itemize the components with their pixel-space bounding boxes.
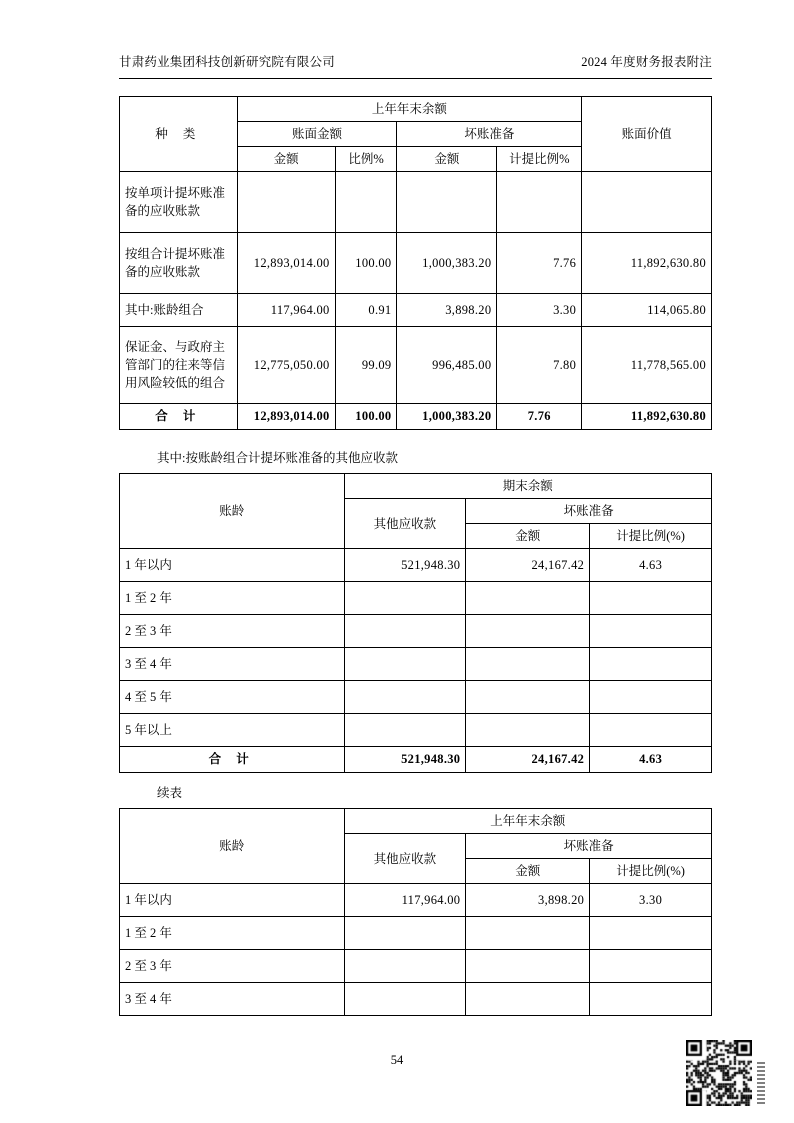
table-row [120, 615, 712, 648]
row-book-amount: 12,893,014.00 [237, 233, 335, 294]
th-book-value: 账面价值 [582, 97, 712, 172]
receivables-prior-year-table-wrapper [119, 96, 712, 430]
row-label: 1 年以内 [120, 549, 345, 582]
total-label: 合 计 [120, 404, 238, 429]
table-row [120, 917, 712, 950]
th-aging: 账龄 [120, 474, 345, 549]
page-number: 54 [390, 1053, 404, 1067]
row-label: 4 至 5 年 [120, 681, 345, 714]
total-bad-amount: 24,167.42 [466, 747, 590, 772]
row-bad-ratio: 3.30 [590, 884, 712, 917]
qr-code-icon [686, 1040, 752, 1106]
row-bad-amount [466, 681, 590, 714]
th-group-current-period: 期末余额 [344, 474, 712, 499]
table-total-row [120, 404, 712, 429]
table-header-row [120, 474, 712, 499]
row-bad-ratio [590, 582, 712, 615]
row-bad-ratio [590, 681, 712, 714]
table-row [120, 582, 712, 615]
aging-prior-year-table-wrapper [119, 808, 712, 1016]
total-bad-amount: 1,000,383.20 [397, 404, 497, 429]
row-bad-ratio: 3.30 [497, 294, 582, 327]
table-row [120, 327, 712, 404]
total-other-receivable: 521,948.30 [344, 747, 466, 772]
total-book-ratio: 100.00 [335, 404, 397, 429]
th-bad-debt-amount: 金额 [466, 524, 590, 549]
th-bad-debt: 坏账准备 [466, 834, 712, 859]
row-bad-ratio: 7.80 [497, 327, 582, 404]
row-bad-amount [397, 172, 497, 233]
row-book-amount [237, 172, 335, 233]
table-row [120, 294, 712, 327]
receivables-prior-year-table [119, 96, 712, 430]
row-book-ratio: 99.09 [335, 327, 397, 404]
th-category: 种 类 [120, 97, 238, 172]
table-row [120, 950, 712, 983]
row-bad-amount [466, 582, 590, 615]
row-bad-amount [466, 615, 590, 648]
aging-prior-year-table [119, 808, 712, 1016]
row-bad-ratio: 7.76 [497, 233, 582, 294]
row-bad-ratio [590, 950, 712, 983]
row-label: 保证金、与政府主管部门的往来等信用风险较低的组合 [120, 327, 238, 404]
aging-combination-note: 其中:按账龄组合计提坏账准备的其他应收款 [157, 451, 398, 465]
table-row [120, 648, 712, 681]
header-document-title: 2024 年度财务报表附注 [581, 55, 712, 69]
row-other-receivable [344, 615, 466, 648]
row-book-value [582, 172, 712, 233]
row-bad-ratio [590, 615, 712, 648]
table-row [120, 681, 712, 714]
th-aging: 账龄 [120, 809, 345, 884]
table-row [120, 233, 712, 294]
row-bad-ratio [590, 714, 712, 747]
row-label: 2 至 3 年 [120, 615, 345, 648]
row-bad-amount [466, 917, 590, 950]
row-book-amount: 117,964.00 [237, 294, 335, 327]
th-book-amount-ratio: 比例% [335, 147, 397, 172]
total-bad-ratio: 7.76 [497, 404, 582, 429]
row-book-ratio: 100.00 [335, 233, 397, 294]
th-other-receivable: 其他应收款 [344, 499, 466, 549]
th-bad-debt: 坏账准备 [397, 122, 582, 147]
row-book-value: 11,778,565.00 [582, 327, 712, 404]
row-label: 3 至 4 年 [120, 648, 345, 681]
table-header-row [120, 97, 712, 122]
row-bad-amount: 1,000,383.20 [397, 233, 497, 294]
row-bad-amount: 3,898.20 [466, 884, 590, 917]
row-other-receivable [344, 950, 466, 983]
row-other-receivable [344, 917, 466, 950]
table-header-row [120, 809, 712, 834]
total-bad-ratio: 4.63 [590, 747, 712, 772]
table-row [120, 172, 712, 233]
row-other-receivable [344, 714, 466, 747]
row-book-value: 114,065.80 [582, 294, 712, 327]
table-row [120, 549, 712, 582]
total-label: 合 计 [120, 747, 345, 772]
th-bad-debt-ratio: 计提比例(%) [590, 859, 712, 884]
table-row [120, 983, 712, 1016]
th-group-prior-year: 上年年末余额 [237, 97, 582, 122]
th-group-prior-year: 上年年末余额 [344, 809, 712, 834]
row-book-ratio: 0.91 [335, 294, 397, 327]
table-row [120, 714, 712, 747]
row-bad-amount [466, 648, 590, 681]
th-bad-debt-amount: 金额 [466, 859, 590, 884]
table-row [120, 884, 712, 917]
row-bad-amount: 996,485.00 [397, 327, 497, 404]
th-book-amount: 账面金额 [237, 122, 397, 147]
row-book-value: 11,892,630.80 [582, 233, 712, 294]
row-other-receivable [344, 582, 466, 615]
row-other-receivable [344, 983, 466, 1016]
row-other-receivable [344, 648, 466, 681]
row-other-receivable: 521,948.30 [344, 549, 466, 582]
row-bad-amount [466, 950, 590, 983]
row-book-ratio [335, 172, 397, 233]
row-label: 1 年以内 [120, 884, 345, 917]
row-other-receivable [344, 681, 466, 714]
row-bad-amount: 24,167.42 [466, 549, 590, 582]
row-bad-amount: 3,898.20 [397, 294, 497, 327]
row-bad-ratio [497, 172, 582, 233]
header-company-name: 甘肃药业集团科技创新研究院有限公司 [119, 55, 335, 69]
aging-current-period-table [119, 473, 712, 773]
row-label: 5 年以上 [120, 714, 345, 747]
row-bad-ratio [590, 648, 712, 681]
row-label: 2 至 3 年 [120, 950, 345, 983]
continued-table-note: 续表 [157, 786, 183, 800]
row-other-receivable: 117,964.00 [344, 884, 466, 917]
table-total-row [120, 747, 712, 772]
row-label: 按组合计提坏账准备的应收账款 [120, 233, 238, 294]
row-label: 1 至 2 年 [120, 582, 345, 615]
row-label: 1 至 2 年 [120, 917, 345, 950]
row-label: 按单项计提坏账准备的应收账款 [120, 172, 238, 233]
th-bad-debt-ratio: 计提比例(%) [590, 524, 712, 549]
row-label: 其中:账龄组合 [120, 294, 238, 327]
total-book-value: 11,892,630.80 [582, 404, 712, 429]
row-book-amount: 12,775,050.00 [237, 327, 335, 404]
th-bad-debt-amount: 金额 [397, 147, 497, 172]
th-bad-debt: 坏账准备 [466, 499, 712, 524]
row-bad-amount [466, 983, 590, 1016]
th-bad-debt-ratio: 计提比例% [497, 147, 582, 172]
th-book-amount-value: 金额 [237, 147, 335, 172]
th-other-receivable: 其他应收款 [344, 834, 466, 884]
total-book-amount: 12,893,014.00 [237, 404, 335, 429]
barcode-strip-icon [757, 1062, 765, 1106]
row-bad-ratio: 4.63 [590, 549, 712, 582]
page-header [119, 52, 712, 70]
row-label: 3 至 4 年 [120, 983, 345, 1016]
header-divider [119, 78, 712, 79]
aging-current-period-table-wrapper [119, 473, 712, 773]
row-bad-ratio [590, 917, 712, 950]
row-bad-ratio [590, 983, 712, 1016]
row-bad-amount [466, 714, 590, 747]
